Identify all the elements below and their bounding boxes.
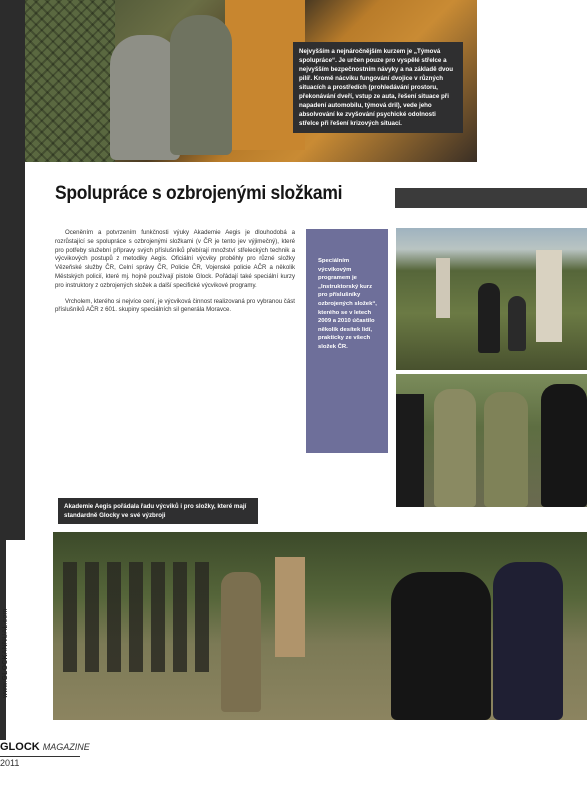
person-figure: [434, 389, 476, 507]
instructor-figure: [493, 562, 563, 720]
sidebar-caption: Speciálním výcvikovým programem je „Instruktorský kurz pro příslušníky ozbrojených složek“, kterého se v letech 2009 a 2010 účastilo několik desítek lidí, prakticky ze všech složek ČR.: [318, 258, 377, 350]
left-margin-bar: [0, 0, 25, 540]
url-brand: GLOCK: [2, 654, 9, 681]
section-heading: Spolupráce s ozbrojenými složkami: [55, 183, 343, 204]
soldier-figure: [221, 572, 261, 712]
shooter-figure: [508, 296, 526, 351]
fence-graphic: [25, 0, 115, 162]
top-photo-caption: Nejvyšším a nejnáročnějším kurzem je „Týmová spolupráce“. Je určen pouze pro vyspělé střelce a nejvyšším bezpečnostním návyky a na základě dvou pilíř. Kromě nácviku fungování dvojice v různých situacích a prostředích (prohledávání prostoru, překonávání dveří, vstup ze auta, řešení situace při napadení automobilu, týmová dril), vede jeho absolvování ke zvyšování psychické odolnosti střelce při řešení krizových situací.: [293, 42, 463, 133]
article-paragraph: Oceněním a potvrzením funkčnosti výuky Akademie Aegis je dlouhodobá a rozrůstající se spolupráce s ozbrojenými složkami (v ČR je tento jev výjimečný), které pro potřeby služební přípravy svých příslušníků přebírají množství střeleckých technik a výcvikových postupů z metodiky Aegis. Oficiální výcviky proběhly pro různé složky Vězeňské služby ČR, Celní správy ČR, Policie ČR, Vojenské policie AČR a několik Městských policií, které mj. hojně používají pistole Glock. Pořádají také speciální kurzy pro instruktory z ozbrojených složek a další specifické výcvikové programy.: [55, 229, 295, 289]
person-figure: [541, 384, 587, 507]
issue-year: 2011: [0, 758, 20, 768]
photo-training-line: [53, 532, 587, 720]
person-figure: [396, 394, 424, 507]
shooter-figure: [391, 572, 491, 720]
logo-subtitle: MAGAZINE: [42, 742, 90, 752]
shooter-figure: [170, 15, 232, 155]
website-url[interactable]: [2, 609, 9, 698]
footer-divider: [0, 756, 80, 757]
bottom-photo-caption: Akademie Aegis pořádala řadu výcviků i pro složky, které mají standardně Glocky ve své výzbroji: [58, 498, 258, 524]
article-paragraph: Vrcholem, kterého si nejvíce cení, je výcviková činnost realizovaná pro vybranou část příslušníků AČR z 601. skupiny speciálních sil generála Moravce.: [55, 297, 295, 314]
magazine-logo: [0, 741, 90, 753]
heading-bar: [395, 188, 587, 208]
url-prefix: www.: [2, 680, 9, 698]
target-board: [536, 250, 562, 342]
url-suffix: ANNUAL.com: [2, 608, 9, 655]
person-figure: [484, 392, 528, 507]
soldiers-row: [63, 562, 213, 672]
target-board: [275, 557, 305, 657]
logo-text: GLOCK: [0, 741, 40, 753]
shooter-figure: [478, 283, 500, 353]
photo-police-soldiers: [396, 374, 587, 507]
article-body: [55, 229, 295, 322]
target-board: [436, 258, 450, 318]
photo-shooting-range: [396, 228, 587, 370]
